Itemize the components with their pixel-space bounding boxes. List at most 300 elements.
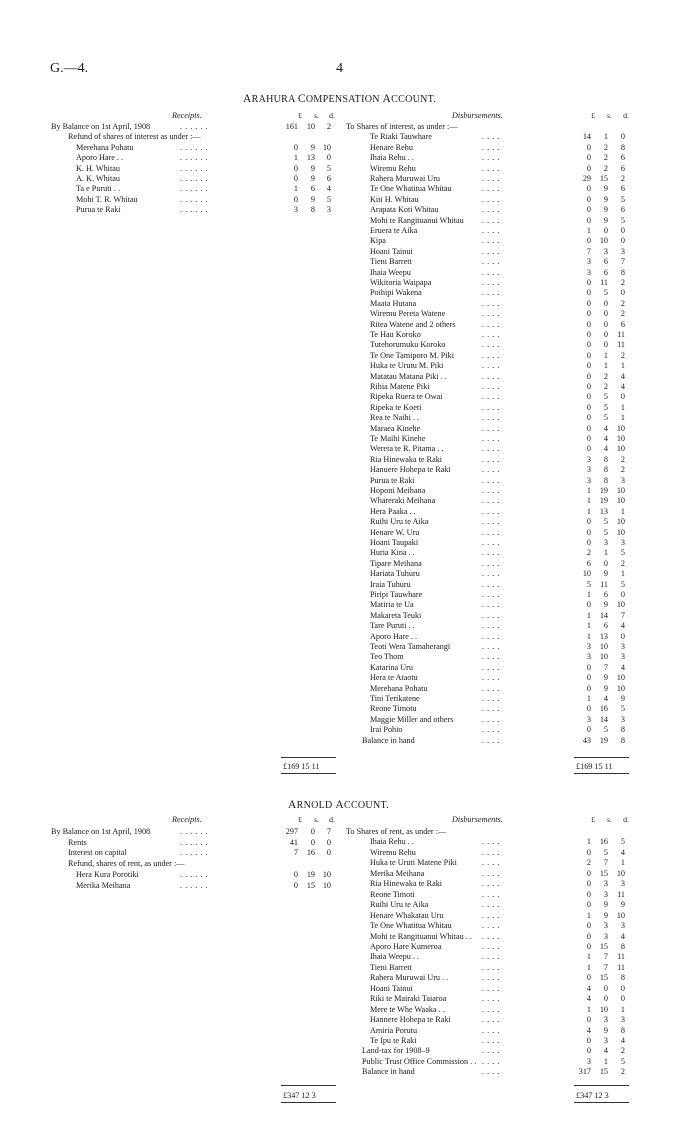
amount-pence: 4 [620,662,625,672]
amount-pence: 5 [620,548,625,558]
amount-pounds: 0 [586,309,591,319]
amount-pence: 0 [620,631,625,641]
leader-dots: . . . . . . [180,827,209,836]
leader-dots: . . . . [482,889,500,899]
amount-pence: 5 [620,215,625,225]
amount-pence: 5 [620,194,625,204]
leader-dots: . . . . [482,163,500,173]
leader-dots: . . . . [482,941,500,951]
disbursement-label: Amiria Porutu [370,1025,418,1035]
amount-shillings: 6 [603,257,608,267]
leader-dots: . . . . . . [180,122,209,131]
amount-pence: 2 [620,558,625,568]
leader-dots: . . . . . . [180,174,209,183]
amount-shillings: 0 [603,983,608,993]
leader-dots: . . . . [482,725,500,735]
disbursement-row [0,391,700,402]
amount-pence: 0 [620,132,625,142]
disbursement-row [0,703,700,714]
amount-pounds: 0 [586,153,591,163]
amount-pence: 4 [326,184,331,194]
amount-pounds: 41 [289,837,298,847]
amount-pence: 8 [620,142,625,152]
disbursement-row [0,899,700,910]
leader-dots: . . . . [482,132,500,142]
disbursement-row [0,225,700,236]
disbursement-row [0,878,700,889]
disbursement-label: Tipare Meihana [370,558,422,568]
disbursement-label: Ihaia Rehu . . [370,153,414,163]
disbursement-label: Matatau Matana Piki . . [370,371,447,381]
amount-shillings: 9 [603,600,608,610]
disbursement-row [0,360,700,371]
leader-dots: . . . . [482,1015,500,1025]
amount-pounds: 0 [586,298,591,308]
amount-pounds: 0 [586,725,591,735]
amount-pence: 5 [620,837,625,847]
leader-dots: . . . . [482,517,500,527]
disbursement-label: Henare Whakatau Uru [370,910,444,920]
amount-pounds: 0 [586,444,591,454]
disbursement-label: Hanuere Hohepa te Raki [370,465,451,475]
currency-heading: s. [314,111,319,120]
disbursement-row [0,1045,700,1056]
amount-pence: 2 [620,309,625,319]
disbursement-label: Teoti Wera Tamaherangi [370,642,451,651]
page-reference: G.—4. [50,61,89,76]
disbursement-label: Reone Timoti [370,889,415,899]
disbursement-label: Te Maihi Kinehe [370,434,426,443]
amount-pence: 2 [326,122,331,131]
amount-pence: 2 [620,298,625,308]
amount-shillings: 10 [599,1004,608,1014]
amount-pounds: 1 [586,631,591,641]
disbursement-row [0,350,700,361]
amount-pence: 0 [620,983,625,993]
amount-shillings: 9 [310,174,315,183]
amount-pounds: 0 [586,278,591,287]
amount-shillings: 19 [599,735,608,745]
disbursement-label: Hoani Taupaki [370,538,419,547]
disbursement-label: Hoponi Meihana [370,486,426,495]
currency-heading: d. [329,815,335,824]
disbursement-row [0,1014,700,1025]
disbursement-label: Huria Kina . . [370,548,415,558]
leader-dots: . . . . [482,858,500,868]
amount-pounds: 0 [586,350,591,360]
amount-shillings: 9 [603,184,608,194]
amount-pounds: 4 [586,1025,591,1035]
amount-pounds: 0 [586,868,591,878]
leader-dots: . . . . [482,278,500,287]
amount-shillings: 9 [603,900,608,910]
receipts-header: Receipts. [172,111,202,120]
leader-dots: . . . . . . [180,194,209,204]
disbursement-row [0,267,700,278]
receipt-label: Merika Meihana [76,880,131,890]
disbursement-label: To Shares of rent, as under :— [346,827,447,836]
disbursement-label: Hera Paaka . . [370,506,416,516]
amount-shillings: 11 [600,579,608,589]
amount-pence: 0 [620,236,625,246]
amount-pounds: 3 [586,714,591,724]
amount-pence: 3 [620,1015,625,1025]
amount-shillings: 8 [603,475,608,485]
disbursement-label: Arapata Koti Whitau [370,205,439,215]
amount-pence: 8 [620,941,625,951]
currency-heading: d. [623,815,629,824]
amount-pence: 5 [326,194,331,204]
amount-pence: 0 [620,226,625,235]
disbursement-row [0,683,700,694]
disbursement-row [0,910,700,921]
total-receipts: £169 15 11 [283,762,320,771]
amount-pounds: 0 [586,215,591,225]
amount-pounds: 0 [586,361,591,371]
amount-shillings: 19 [306,869,315,879]
disbursement-label: Wikitoria Waipapa [370,278,432,287]
disbursement-row [0,246,700,257]
amount-pounds: 0 [586,900,591,910]
amount-pence: 4 [620,847,625,857]
amount-shillings: 16 [306,848,315,858]
amount-shillings: 2 [603,163,608,173]
account-title-part: A [382,93,392,105]
amount-shillings: 9 [603,1025,608,1035]
leader-dots: . . . . [482,952,500,962]
leader-dots: . . . . [482,371,500,381]
amount-shillings: 10 [599,652,608,662]
disbursement-label: Irai Pohio [370,725,403,735]
amount-pence: 3 [620,475,625,485]
amount-shillings: 9 [603,569,608,579]
amount-pounds: 3 [586,257,591,267]
amount-pence: 6 [620,319,625,329]
disbursement-label: Ruihi Uru te Aika [370,900,429,910]
amount-pounds: 0 [293,880,298,890]
disbursement-row [0,826,700,837]
leader-dots: . . . . [482,475,500,485]
leader-dots: . . . . [482,1067,500,1077]
amount-pence: 2 [620,1067,625,1077]
amount-pounds: 0 [586,704,591,714]
disbursement-row [0,256,700,267]
amount-pounds: 4 [586,994,591,1004]
disbursement-label: Merika Meihana [370,868,425,878]
leader-dots: . . . . [482,579,500,589]
disbursement-row [0,506,700,517]
disbursement-row [0,847,700,858]
total-disbursements: £169 15 11 [576,762,613,771]
leader-dots: . . . . [482,319,500,329]
amount-pence: 1 [620,361,625,371]
amount-pence: 6 [620,184,625,194]
leader-dots: . . . . [482,486,500,495]
amount-pounds: 0 [586,941,591,951]
amount-pence: 7 [620,610,625,620]
currency-heading: s. [607,111,612,120]
leader-dots: . . . . [482,350,500,360]
disbursement-label: Piripi Tauwhare [370,590,423,599]
amount-shillings: 16 [599,704,608,714]
disbursement-row [0,537,700,548]
leader-dots: . . . . [482,931,500,941]
amount-pounds: 0 [586,847,591,857]
disbursement-row [0,651,700,662]
amount-pounds: 1 [586,1004,591,1014]
amount-shillings: 4 [603,1046,608,1056]
disbursement-label: Hoani Tainui [370,246,413,256]
disbursement-label: Makareta Teuki [370,610,422,620]
leader-dots: . . . . [482,921,500,931]
leader-dots: . . . . [482,236,500,246]
disbursement-row [0,152,700,163]
account-title-part: CCOUNT. [343,800,389,811]
disbursement-label: Te One Whatitua Whitau [370,921,452,931]
leader-dots: . . . . [482,246,500,256]
amount-pounds: 3 [586,454,591,464]
amount-pence: 5 [620,1056,625,1066]
disbursement-row [0,589,700,600]
disbursement-row [0,558,700,569]
leader-dots: . . . . . . [180,184,209,194]
amount-shillings: 5 [603,288,608,298]
disbursement-label: Mere te Whe Waaka . . [370,1004,445,1014]
disbursement-label: Wiremu Pereta Watene [370,309,446,319]
currency-heading: s. [314,815,319,824]
amount-pounds: 43 [582,735,591,745]
amount-pounds: 0 [586,163,591,173]
leader-dots: . . . . [482,879,500,889]
amount-shillings: 15 [599,868,608,878]
leader-dots: . . . . [482,983,500,993]
amount-shillings: 0 [603,226,608,235]
leader-dots: . . . . . . [180,205,209,215]
disbursement-label: Katarina Uru [370,662,413,672]
leader-dots: . . . . [482,423,500,433]
leader-dots: . . . . [482,962,500,972]
amount-pence: 8 [620,267,625,277]
amount-shillings: 2 [603,382,608,391]
amount-pence: 2 [620,278,625,287]
amount-shillings: 5 [603,402,608,412]
amount-pence: 10 [322,869,331,879]
amount-pounds: 317 [578,1067,591,1077]
disbursement-row [0,163,700,174]
amount-pence: 10 [616,423,625,433]
disbursement-row [0,485,700,496]
total-rule-right [574,757,629,758]
disbursement-label: Te Ipu te Raki [370,1036,417,1045]
disbursement-label: Rea te Naihi . . [370,413,420,423]
amount-pounds: 0 [586,538,591,547]
disbursement-row [0,527,700,538]
disbursement-row [0,516,700,527]
disbursement-row [0,931,700,942]
disbursement-label: Poihipi Wakena [370,288,422,298]
disbursement-row [0,495,700,506]
account-title [288,799,389,811]
disbursement-label: Maata Hutana [370,298,417,308]
disbursement-row [0,402,700,413]
leader-dots: . . . . [482,413,500,423]
amount-shillings: 6 [310,184,315,194]
amount-pence: 10 [616,868,625,878]
amount-pounds: 7 [293,848,298,858]
amount-pounds: 3 [293,205,298,215]
disbursement-label: Ripeka te Koeti [370,402,422,412]
disbursements-header: Disbursements. [452,815,503,824]
amount-pence: 5 [326,163,331,173]
disbursement-row [0,735,700,746]
amount-shillings: 3 [603,1036,608,1045]
total-rule-right [574,1085,629,1086]
amount-pounds: 0 [293,194,298,204]
receipt-label: A. K. Whitau [76,174,120,183]
disbursement-row [0,339,700,350]
leader-dots: . . . . [482,330,500,339]
leader-dots: . . . . . . [180,837,209,847]
leader-dots: . . . . [482,382,500,391]
amount-pounds: 6 [586,558,591,568]
currency-heading: s. [607,815,612,824]
disbursement-row [0,329,700,340]
disbursement-label: Balance in hand [362,735,415,745]
disbursement-label: Land-tax for 1908–9 [362,1046,430,1056]
amount-shillings: 14 [599,610,608,620]
amount-pounds: 0 [586,288,591,298]
total-disbursements: £347 12 3 [576,1091,609,1100]
amount-pence: 5 [620,579,625,589]
amount-shillings: 0 [603,558,608,568]
amount-pounds: 1 [586,694,591,703]
disbursement-label: Ruihi Uru te Aika [370,517,429,527]
disbursement-label: Purua te Raki [370,475,415,485]
amount-shillings: 7 [603,962,608,972]
receipt-label: Aporo Hare . . [76,153,124,163]
amount-pounds: 0 [293,142,298,152]
amount-shillings: 9 [603,910,608,920]
disbursement-row [0,319,700,330]
leader-dots: . . . . . . [180,153,209,163]
amount-pounds: 0 [586,236,591,246]
amount-pounds: 0 [586,683,591,693]
disbursement-row [0,672,700,683]
leader-dots: . . . . [482,309,500,319]
disbursement-label: Tutehorumuku Koroko [370,340,446,350]
disbursement-row [0,277,700,288]
amount-pence: 10 [616,486,625,495]
disbursement-label: Mohi te Rangituanui Whitau . . [370,931,472,941]
amount-pence: 1 [620,858,625,868]
amount-shillings: 13 [599,506,608,516]
disbursement-row [0,121,700,132]
leader-dots: . . . . [482,288,500,298]
receipt-label: Purua te Raki [76,205,121,215]
amount-shillings: 15 [306,880,315,890]
disbursement-label: Henare Rehu [370,142,413,152]
amount-pounds: 1 [586,952,591,962]
leader-dots: . . . . [482,506,500,516]
amount-pence: 6 [620,205,625,215]
disbursement-label: Aporo Hare . . [370,631,418,641]
total-rule-left [281,757,336,758]
disbursement-row [0,920,700,931]
amount-pence: 10 [616,673,625,683]
account-title-part: RAHURA [251,94,298,105]
disbursement-label: Kipa [370,236,386,246]
account-title-part: OMPENSATION [305,94,383,105]
amount-shillings: 0 [603,340,608,350]
disbursement-row [0,433,700,444]
disbursement-label: Rahera Muruwai Uru [370,174,441,183]
disbursement-label: Ria Hinewaka te Raki [370,879,443,889]
disbursement-row [0,204,700,215]
leader-dots: . . . . [482,465,500,475]
leader-dots: . . . . [482,714,500,724]
amount-pence: 6 [620,153,625,163]
amount-pounds: 0 [586,371,591,381]
amount-shillings: 2 [603,371,608,381]
amount-pounds: 4 [586,983,591,993]
amount-shillings: 9 [310,163,315,173]
amount-shillings: 8 [603,465,608,475]
amount-shillings: 3 [603,889,608,899]
amount-shillings: 15 [599,1067,608,1077]
disbursement-label: Riki te Mairaki Taiaroa [370,994,447,1004]
amount-pence: 2 [620,350,625,360]
amount-pounds: 1 [586,226,591,235]
amount-pence: 10 [616,444,625,454]
disbursement-row [0,993,700,1004]
amount-shillings: 14 [599,714,608,724]
amount-shillings: 9 [603,683,608,693]
leader-dots: . . . . [482,444,500,454]
amount-pounds: 1 [293,184,298,194]
disbursement-row [0,972,700,983]
disbursement-label: Wereta te R. Pitama . . [370,444,444,454]
total-rule-right [574,773,629,774]
amount-pounds: 0 [586,319,591,329]
amount-pounds: 0 [586,205,591,215]
amount-pounds: 0 [586,434,591,443]
amount-pence: 4 [620,371,625,381]
leader-dots: . . . . [482,538,500,547]
amount-shillings: 3 [603,1015,608,1025]
disbursement-label: Tieni Barrett [370,962,412,972]
disbursement-row [0,308,700,319]
leader-dots: . . . . [482,194,500,204]
amount-shillings: 3 [603,246,608,256]
disbursement-row [0,599,700,610]
receipt-label: Hera Kura Porotiki [76,869,139,879]
currency-heading: £ [298,815,302,824]
amount-shillings: 5 [603,413,608,423]
amount-shillings: 13 [599,631,608,641]
leader-dots: . . . . . . [180,142,209,152]
disbursement-row [0,962,700,973]
disbursement-row [0,464,700,475]
leader-dots: . . . . . . [180,163,209,173]
amount-pounds: 3 [586,465,591,475]
disbursement-row [0,610,700,621]
amount-shillings: 5 [603,847,608,857]
disbursement-row [0,641,700,652]
amount-shillings: 3 [603,931,608,941]
amount-pence: 10 [616,683,625,693]
amount-pounds: 5 [586,579,591,589]
amount-pence: 3 [620,652,625,662]
